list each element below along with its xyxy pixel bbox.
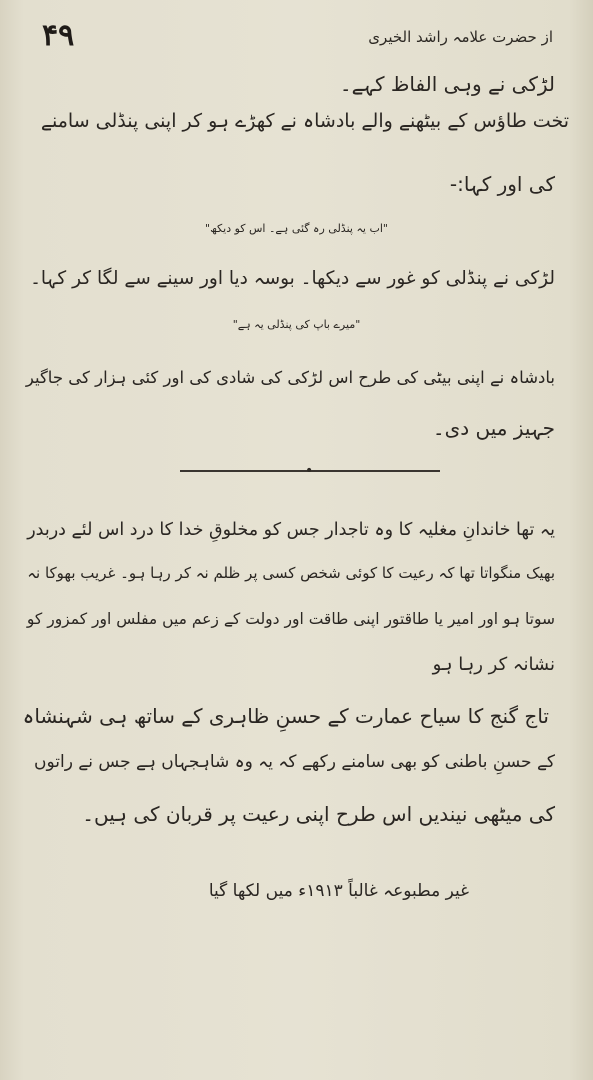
text-line: بھیک منگواتا تھا کہ رعیت کا کوئی شخص کسی پر ظلم نہ کر رہا ہو۔ غریب بھوکا نہ <box>27 564 555 582</box>
running-header: از حضرت علامہ راشد الخیری <box>368 28 553 46</box>
text-line: بادشاہ نے اپنی بیٹی کی طرح اس لڑکی کی شادی کی اور کئی ہزار کی جاگیر <box>25 368 555 387</box>
text-line: لڑکی نے وہی الفاظ کہے۔ <box>339 72 555 96</box>
text-line: یہ تھا خاندانِ مغلیہ کا وہ تاجدار جس کو مخلوقِ خدا کا درد اس لئے دربدر <box>27 520 555 540</box>
text-line: تاج گنج کا سیاح عمارت کے حسنِ ظاہری کے ساتھ ہی شہنشاہ <box>22 704 549 728</box>
quoted-line: "اب یہ پنڈلی رہ گئی ہے۔ اس کو دیکھ" <box>205 222 388 235</box>
divider-ornament: • <box>305 463 314 479</box>
page-number: ۴۹ <box>42 18 75 53</box>
footer-note: غیر مطبوعہ غالباً ۱۹۱۳ء میں لکھا گیا <box>208 881 469 901</box>
text-line: لڑکی نے پنڈلی کو غور سے دیکھا۔ بوسہ دیا اور سینے سے لگا کر کہا۔ <box>30 268 555 289</box>
text-line: کی میٹھی نیندیں اس طرح اپنی رعیت پر قربان کی ہیں۔ <box>82 802 555 826</box>
text-line: کی اور کہا:- <box>449 172 555 196</box>
text-line: سوتا ہو اور امیر یا طاقتور اپنی طاقت اور دولت کے زعم میں مفلس اور کمزور کو <box>26 610 555 628</box>
text-line: تخت طاؤس کے بیٹھنے والے بادشاہ نے کھڑے ہو کر اپنی پنڈلی سامنے <box>40 110 569 132</box>
text-line: جہیز میں دی۔ <box>432 416 555 440</box>
text-line: نشانہ کر رہا ہو <box>432 654 555 675</box>
text-line: کے حسنِ باطنی کو بھی سامنے رکھے کہ یہ وہ شاہجہاں ہے جس نے راتوں <box>33 752 555 772</box>
quoted-line: "میرے باپ کی پنڈلی یہ ہے" <box>232 318 361 331</box>
